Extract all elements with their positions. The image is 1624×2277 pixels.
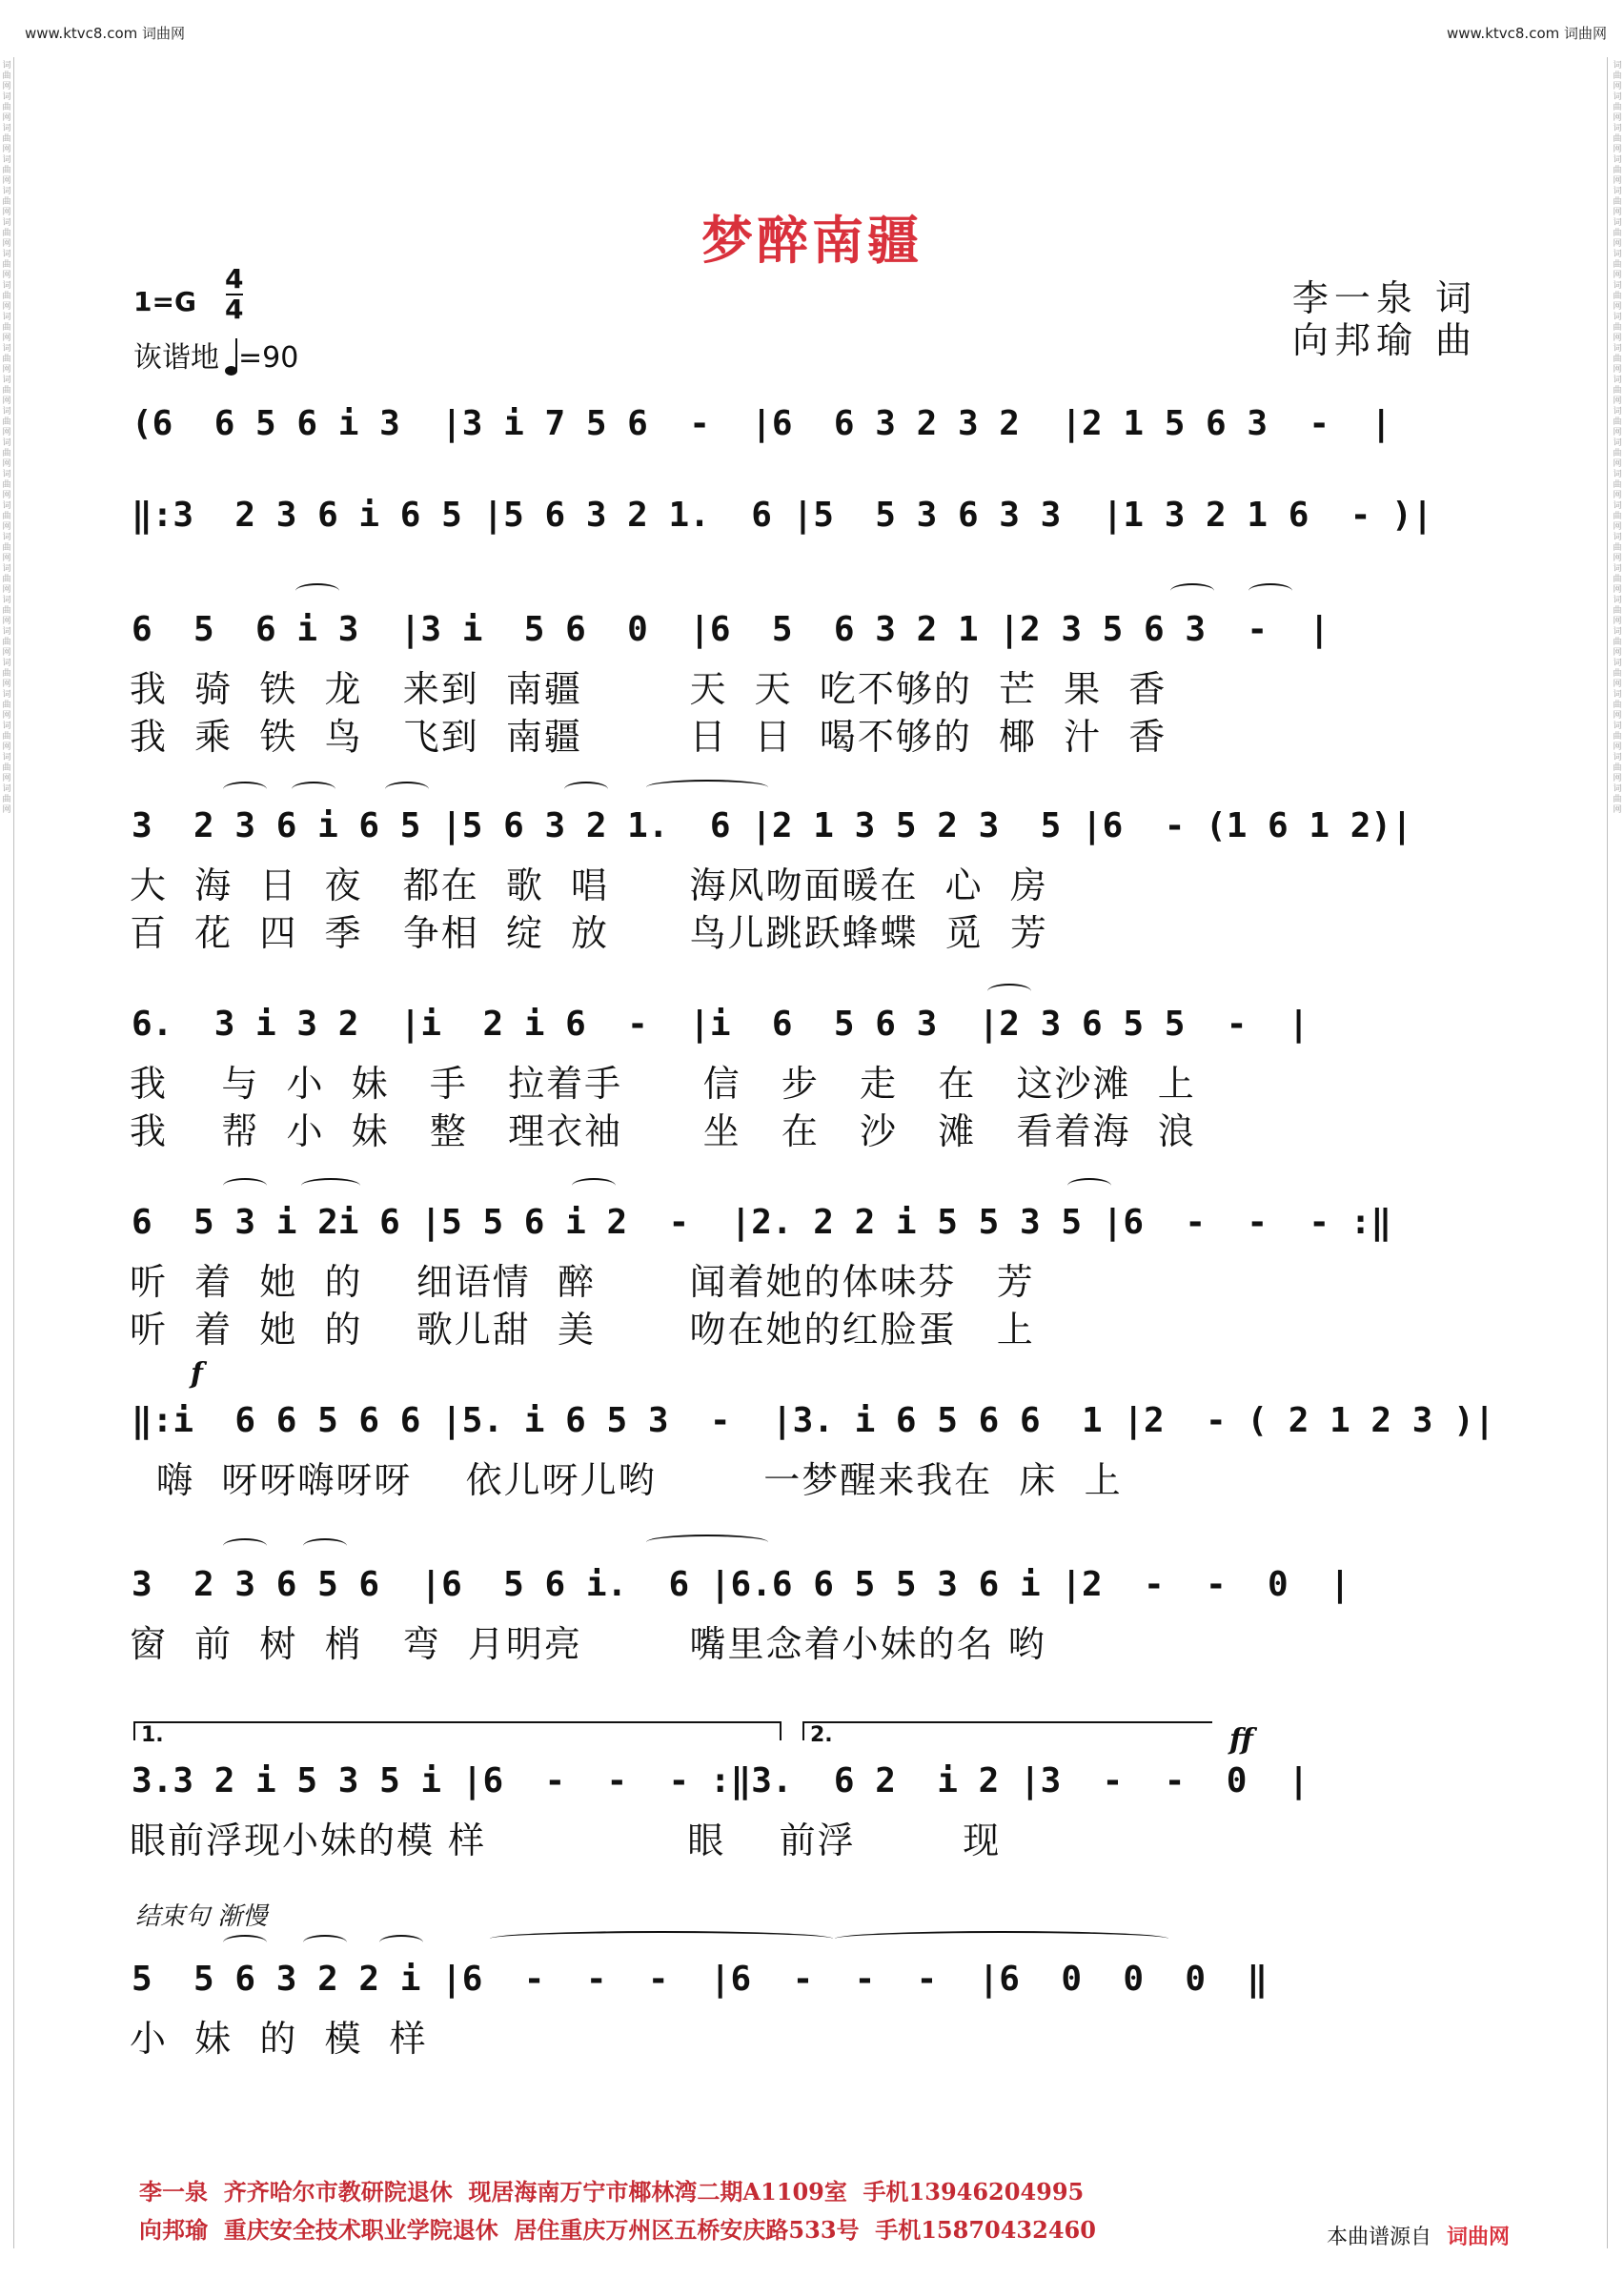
slur-mark <box>303 1538 347 1554</box>
volta-bracket-2-tick <box>802 1721 804 1740</box>
slur-mark <box>379 1935 423 1950</box>
source-attribution <box>1327 2221 1510 2250</box>
slur-mark <box>1067 1178 1111 1193</box>
volta-bracket-1 <box>133 1721 782 1723</box>
dynamic-fortissimo: ff <box>1229 1723 1253 1757</box>
left-edge-watermark: 词曲网词曲网词曲网词曲网词曲网词曲网词曲网词曲网词曲网词曲网词曲网词曲网词曲网词曲网词曲网词曲网词曲网词曲网词曲网词曲网词曲网词曲网词曲网词曲网 <box>2 61 11 815</box>
notation-line-10: 5 5 6 3 2 2 i |6 - - - |6 - - - |6 0 0 0 ‖ <box>132 1960 1269 1999</box>
notation-line-6: 6 5 3 i 2i 6 |5 5 6 i 2 - |2. 2 2 i 5 5 3 5 |6 - - - :‖ <box>132 1203 1392 1242</box>
slur-mark <box>303 1935 347 1950</box>
notation-line-8: 3 2 3 6 5 6 |6 5 6 i. 6 |6.6 6 5 5 3 6 i |2 - - 0 | <box>132 1565 1350 1604</box>
notation-line-5: 6. 3 i 3 2 |i 2 i 6 - |i 6 5 6 3 |2 3 6 5 5 - | <box>132 1005 1309 1044</box>
time-signature-bottom: 4 <box>225 294 244 325</box>
lyric-line-3-verse-1: 我 骑 铁 龙 来到 南疆 天 天 吃不够的 芒 果 香 <box>130 668 1167 710</box>
volta-bracket-1-tick <box>133 1721 135 1740</box>
right-edge-rule <box>1607 57 1608 2248</box>
source-label: 本曲谱源自 <box>1326 2226 1431 2249</box>
lyric-line-4-verse-2: 百 花 四 季 争相 绽 放 鸟儿跳跃蜂蝶 觅 芳 <box>130 912 1048 954</box>
lyric-line-7: 嗨 呀呀嗨呀呀 依儿呀儿哟 一梦醒来我在 床 上 <box>130 1459 1123 1501</box>
ending-note: 结束句 渐慢 <box>135 1902 268 1931</box>
slur-mark <box>295 583 339 599</box>
notation-line-1: (6 6 5 6 i 3 |3 i 7 5 6 - |6 6 3 2 3 2 |2 1 5 6 3 - | <box>132 404 1392 443</box>
slur-mark <box>1248 583 1292 599</box>
dynamic-forte: f <box>191 1357 203 1391</box>
lyric-line-6-verse-2: 听 着 她 的 歌儿甜 美 吻在她的红脸蛋 上 <box>130 1309 1035 1351</box>
slur-mark <box>223 1935 267 1950</box>
time-signature <box>225 265 243 324</box>
slur-mark <box>385 782 429 797</box>
right-edge-watermark: 词曲网词曲网词曲网词曲网词曲网词曲网词曲网词曲网词曲网词曲网词曲网词曲网词曲网词曲网词曲网词曲网词曲网词曲网词曲网词曲网词曲网词曲网词曲网词曲网 <box>1613 61 1622 815</box>
lyric-line-9: 眼前浮现小妹的模 样 眼 前浮 现 <box>130 1820 1002 1861</box>
site-header-right[interactable]: www.ktvc8.com 词曲网 <box>1447 25 1608 42</box>
left-edge-rule <box>13 57 14 2248</box>
lyric-line-4-verse-1: 大 海 日 夜 都在 歌 唱 海风吻面暖在 心 房 <box>130 864 1048 906</box>
volta-bracket-2 <box>802 1721 1212 1723</box>
lyric-line-3-verse-2: 我 乘 铁 鸟 飞到 南疆 日 日 喝不够的 椰 汁 香 <box>130 716 1167 758</box>
tie-mark <box>490 1931 833 1946</box>
slur-mark <box>301 1178 360 1193</box>
tie-mark <box>646 1535 768 1550</box>
source-brand-link[interactable]: 词曲网 <box>1446 2226 1510 2249</box>
notation-line-2: ‖:3 2 3 6 i 6 5 |5 6 3 2 1. 6 |5 5 3 6 3 3 |1 3 2 1 6 - )| <box>132 496 1433 535</box>
volta-bracket-1-end <box>780 1721 782 1740</box>
tempo-text: 诙谐地 <box>133 341 219 375</box>
tie-mark <box>646 780 768 795</box>
slur-mark <box>572 1178 616 1193</box>
key-signature: 1=G <box>133 286 196 317</box>
composer-credit: 向邦瑜 曲 <box>1291 319 1477 361</box>
notation-line-7: ‖:i 6 6 5 6 6 |5. i 6 5 3 - |3. i 6 5 6 6 1 |2 - ( 2 1 2 3 )| <box>132 1401 1495 1440</box>
lyric-line-10: 小 妹 的 模 样 <box>130 2018 428 2060</box>
slur-mark <box>292 782 335 797</box>
volta-label-2: 2. <box>810 1723 833 1747</box>
slur-mark <box>223 782 267 797</box>
volta-label-1: 1. <box>141 1723 164 1747</box>
lyric-line-8: 窗 前 树 梢 弯 月明亮 嘴里念着小妹的名 哟 <box>130 1623 1046 1665</box>
footer-composer-info: 向邦瑜 重庆安全技术职业学院退休 居住重庆万州区五桥安庆路533号 手机15870432460 <box>139 2216 1096 2244</box>
slur-mark <box>564 782 608 797</box>
tie-mark <box>835 1931 1168 1946</box>
lyric-line-6-verse-1: 听 着 她 的 细语情 醉 闻着她的体味芬 芳 <box>130 1261 1035 1303</box>
lyric-line-5-verse-1: 我 与 小 妹 手 拉着手 信 步 走 在 这沙滩 上 <box>130 1063 1196 1105</box>
quarter-note-icon <box>225 339 238 376</box>
notation-line-3: 6 5 6 i 3 |3 i 5 6 0 |6 5 6 3 2 1 |2 3 5 6 3 - | <box>132 610 1330 649</box>
tempo-marking <box>133 334 298 376</box>
slur-mark <box>987 984 1031 999</box>
slur-mark <box>1170 583 1214 599</box>
footer-lyricist-info: 李一泉 齐齐哈尔市教研院退休 现居海南万宁市椰林湾二期A1109室 手机13946204995 <box>139 2178 1085 2206</box>
slur-mark <box>223 1538 267 1554</box>
notation-line-9: 3.3 2 i 5 3 5 i |6 - - - :‖3. 6 2 i 2 |3 - - 0 | <box>132 1761 1309 1800</box>
song-title: 梦醉南疆 <box>701 210 923 271</box>
lyric-line-5-verse-2: 我 帮 小 妹 整 理衣袖 坐 在 沙 滩 看着海 浪 <box>130 1110 1196 1152</box>
notation-line-4: 3 2 3 6 i 6 5 |5 6 3 2 1. 6 |2 1 3 5 2 3 5 |6 - (1 6 1 2)| <box>132 806 1412 845</box>
time-signature-top: 4 <box>225 263 244 295</box>
site-header-left[interactable]: www.ktvc8.com 词曲网 <box>25 25 186 42</box>
slur-mark <box>223 1178 267 1193</box>
tempo-value: =90 <box>238 341 299 375</box>
lyricist-credit: 李一泉 词 <box>1291 277 1477 319</box>
